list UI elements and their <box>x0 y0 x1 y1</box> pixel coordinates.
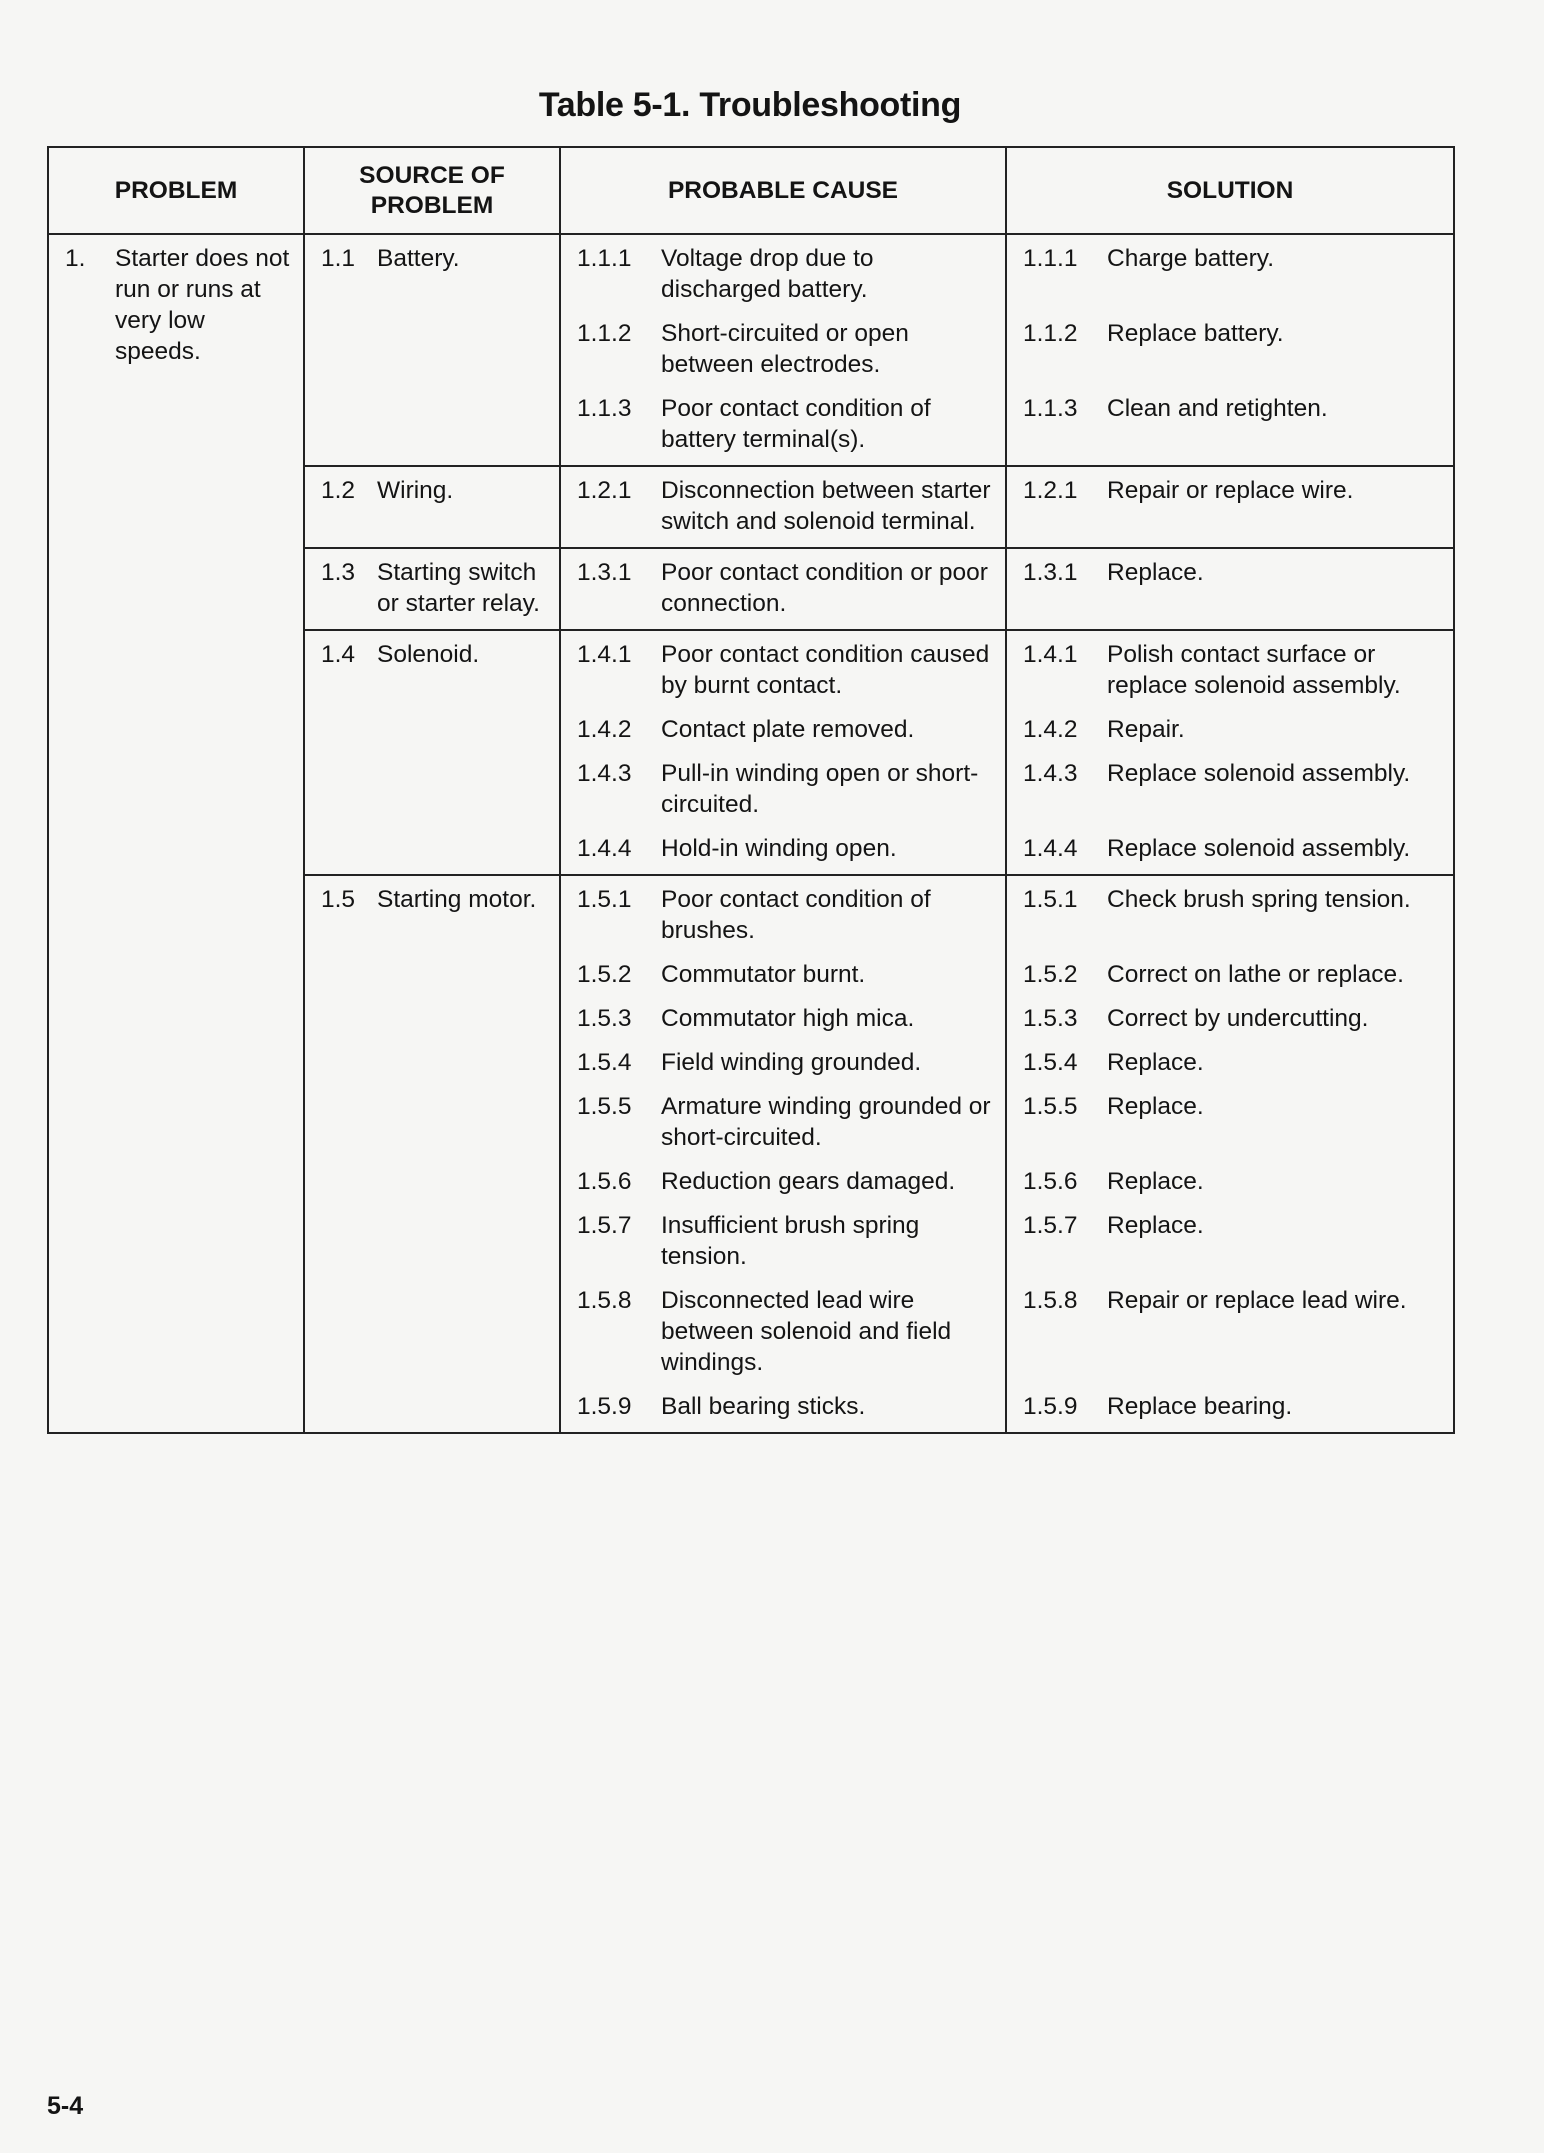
solution-item <box>1007 639 1453 701</box>
table-title: Table 5-1. Troubleshooting <box>538 86 962 124</box>
solution-text: Repair. <box>1107 716 1185 743</box>
cause-item <box>561 884 1005 946</box>
cause-text: Disconnected lead wire between solenoid and field windings. <box>661 1287 952 1376</box>
solution-text: Clean and retighten. <box>1107 395 1328 422</box>
source-cell <box>304 466 560 548</box>
cause-item <box>561 1003 1005 1034</box>
source-entry <box>305 467 559 516</box>
solution-item <box>1007 1210 1453 1272</box>
solution-number: 1.5.8 <box>1023 1287 1078 1314</box>
solution-item <box>1007 1047 1453 1078</box>
solution-number: 1.4.3 <box>1023 760 1078 787</box>
source-text: Battery. <box>377 245 460 272</box>
source-cell <box>304 548 560 630</box>
table-body <box>48 234 1454 1433</box>
cause-text: Commutator burnt. <box>661 961 866 988</box>
solution-text: Repair or replace wire. <box>1107 477 1354 504</box>
cause-item <box>561 1391 1005 1422</box>
solution-number: 1.1.2 <box>1023 320 1078 347</box>
source-text: Starting motor. <box>377 886 537 913</box>
header-row <box>48 147 1454 234</box>
source-text: Wiring. <box>377 477 454 504</box>
cause-cell <box>560 548 1006 630</box>
solution-text: Replace. <box>1107 1212 1204 1239</box>
solution-number: 1.5.2 <box>1023 961 1078 988</box>
table-row <box>48 234 1454 466</box>
cause-item <box>561 1091 1005 1153</box>
cause-text: Poor contact condition caused by burnt contact. <box>661 641 990 699</box>
cause-item <box>561 557 1005 619</box>
cause-number: 1.5.2 <box>577 961 632 988</box>
solution-number: 1.5.9 <box>1023 1393 1078 1420</box>
solution-item <box>1007 318 1453 380</box>
solution-text: Replace bearing. <box>1107 1393 1293 1420</box>
solution-text: Replace solenoid assembly. <box>1107 835 1411 862</box>
solution-number: 1.4.2 <box>1023 716 1078 743</box>
problem-entry <box>49 235 303 377</box>
solution-number: 1.1.1 <box>1023 245 1078 272</box>
cause-cell <box>560 466 1006 548</box>
solution-text: Check brush spring tension. <box>1107 886 1411 913</box>
cause-item <box>561 833 1005 864</box>
source-number: 1.2 <box>321 477 356 504</box>
solution-text: Charge battery. <box>1107 245 1275 272</box>
cause-number: 1.5.7 <box>577 1212 632 1239</box>
cause-item <box>561 243 1005 305</box>
cause-number: 1.4.1 <box>577 641 632 668</box>
cause-number: 1.1.3 <box>577 395 632 422</box>
solution-item <box>1007 243 1453 305</box>
solution-item <box>1007 758 1453 820</box>
solution-number: 1.5.7 <box>1023 1212 1078 1239</box>
solution-number: 1.5.3 <box>1023 1005 1078 1032</box>
solution-item <box>1007 959 1453 990</box>
solution-number: 1.5.6 <box>1023 1168 1078 1195</box>
cause-text: Insufficient brush spring tension. <box>661 1212 920 1270</box>
cause-number: 1.4.4 <box>577 835 632 862</box>
cause-number: 1.3.1 <box>577 559 632 586</box>
cause-text: Short-circuited or open between electrodes. <box>661 320 909 378</box>
solution-item <box>1007 1091 1453 1153</box>
problem-number: 1. <box>65 245 86 272</box>
page-number: 5-4 <box>47 2092 84 2120</box>
source-cell <box>304 875 560 1433</box>
solution-cell <box>1006 466 1454 548</box>
solution-text: Replace. <box>1107 1168 1204 1195</box>
cause-text: Disconnection between starter switch and solenoid terminal. <box>661 477 991 535</box>
cause-text: Poor contact condition of battery terminal(s). <box>661 395 931 453</box>
cause-number: 1.5.6 <box>577 1168 632 1195</box>
cause-text: Poor contact condition of brushes. <box>661 886 931 944</box>
cause-cell <box>560 630 1006 875</box>
cause-text: Voltage drop due to discharged battery. <box>661 245 874 303</box>
cause-text: Contact plate removed. <box>661 716 915 743</box>
solution-number: 1.1.3 <box>1023 395 1078 422</box>
solution-number: 1.2.1 <box>1023 477 1078 504</box>
cause-number: 1.1.2 <box>577 320 632 347</box>
solution-item <box>1007 1285 1453 1378</box>
source-cell <box>304 234 560 466</box>
cause-number: 1.5.5 <box>577 1093 632 1120</box>
source-entry <box>305 235 559 284</box>
problem-cell <box>48 234 304 1433</box>
source-entry <box>305 549 559 629</box>
problem-text: Starter does not run or runs at very low speeds. <box>115 245 290 365</box>
solution-text: Repair or replace lead wire. <box>1107 1287 1407 1314</box>
cause-item <box>561 639 1005 701</box>
cause-cell <box>560 875 1006 1433</box>
source-text: Solenoid. <box>377 641 480 668</box>
cause-item <box>561 318 1005 380</box>
cause-number: 1.5.4 <box>577 1049 632 1076</box>
cause-text: Pull-in winding open or short-circuited. <box>661 760 979 818</box>
solution-number: 1.5.4 <box>1023 1049 1078 1076</box>
troubleshooting-table <box>47 146 1455 1434</box>
solution-item <box>1007 475 1453 537</box>
solution-item <box>1007 833 1453 864</box>
solution-item <box>1007 884 1453 946</box>
solution-number: 1.5.5 <box>1023 1093 1078 1120</box>
cause-item <box>561 959 1005 990</box>
solution-text: Correct on lathe or replace. <box>1107 961 1404 988</box>
solution-cell <box>1006 548 1454 630</box>
solution-text: Replace. <box>1107 559 1204 586</box>
source-cell <box>304 630 560 875</box>
source-number: 1.4 <box>321 641 356 668</box>
header-cause: PROBABLE CAUSE <box>560 147 1006 234</box>
solution-text: Polish contact surface or replace solenoid assembly. <box>1107 641 1401 699</box>
solution-text: Replace battery. <box>1107 320 1284 347</box>
cause-text: Commutator high mica. <box>661 1005 915 1032</box>
solution-item <box>1007 1391 1453 1422</box>
cause-text: Hold-in winding open. <box>661 835 897 862</box>
solution-text: Replace solenoid assembly. <box>1107 760 1411 787</box>
solution-cell <box>1006 234 1454 466</box>
solution-item <box>1007 1003 1453 1034</box>
solution-number: 1.4.4 <box>1023 835 1078 862</box>
cause-number: 1.5.8 <box>577 1287 632 1314</box>
solution-cell <box>1006 875 1454 1433</box>
solution-item <box>1007 714 1453 745</box>
solution-item <box>1007 1166 1453 1197</box>
cause-text: Armature winding grounded or short-circuited. <box>661 1093 991 1151</box>
source-number: 1.1 <box>321 245 356 272</box>
solution-cell <box>1006 630 1454 875</box>
source-entry <box>305 631 559 680</box>
cause-item <box>561 1166 1005 1197</box>
cause-item <box>561 475 1005 537</box>
cause-text: Reduction gears damaged. <box>661 1168 956 1195</box>
source-number: 1.5 <box>321 886 356 913</box>
cause-number: 1.5.1 <box>577 886 632 913</box>
cause-number: 1.5.3 <box>577 1005 632 1032</box>
solution-text: Correct by undercutting. <box>1107 1005 1369 1032</box>
cause-item <box>561 1047 1005 1078</box>
header-problem: PROBLEM <box>48 147 304 234</box>
solution-number: 1.3.1 <box>1023 559 1078 586</box>
cause-number: 1.4.2 <box>577 716 632 743</box>
cause-item <box>561 758 1005 820</box>
solution-text: Replace. <box>1107 1049 1204 1076</box>
cause-item <box>561 1285 1005 1378</box>
cause-text: Field winding grounded. <box>661 1049 922 1076</box>
cause-number: 1.5.9 <box>577 1393 632 1420</box>
cause-item <box>561 1210 1005 1272</box>
solution-item <box>1007 393 1453 455</box>
cause-number: 1.1.1 <box>577 245 632 272</box>
source-entry <box>305 876 559 925</box>
header-solution: SOLUTION <box>1006 147 1454 234</box>
solution-item <box>1007 557 1453 619</box>
cause-item <box>561 393 1005 455</box>
solution-number: 1.5.1 <box>1023 886 1078 913</box>
solution-text: Replace. <box>1107 1093 1204 1120</box>
source-text: Starting switch or starter relay. <box>377 559 540 617</box>
cause-text: Ball bearing sticks. <box>661 1393 866 1420</box>
cause-number: 1.4.3 <box>577 760 632 787</box>
header-source: SOURCE OF PROBLEM <box>304 147 560 234</box>
solution-number: 1.4.1 <box>1023 641 1078 668</box>
cause-cell <box>560 234 1006 466</box>
cause-item <box>561 714 1005 745</box>
cause-number: 1.2.1 <box>577 477 632 504</box>
cause-text: Poor contact condition or poor connection. <box>661 559 988 617</box>
source-number: 1.3 <box>321 559 356 586</box>
